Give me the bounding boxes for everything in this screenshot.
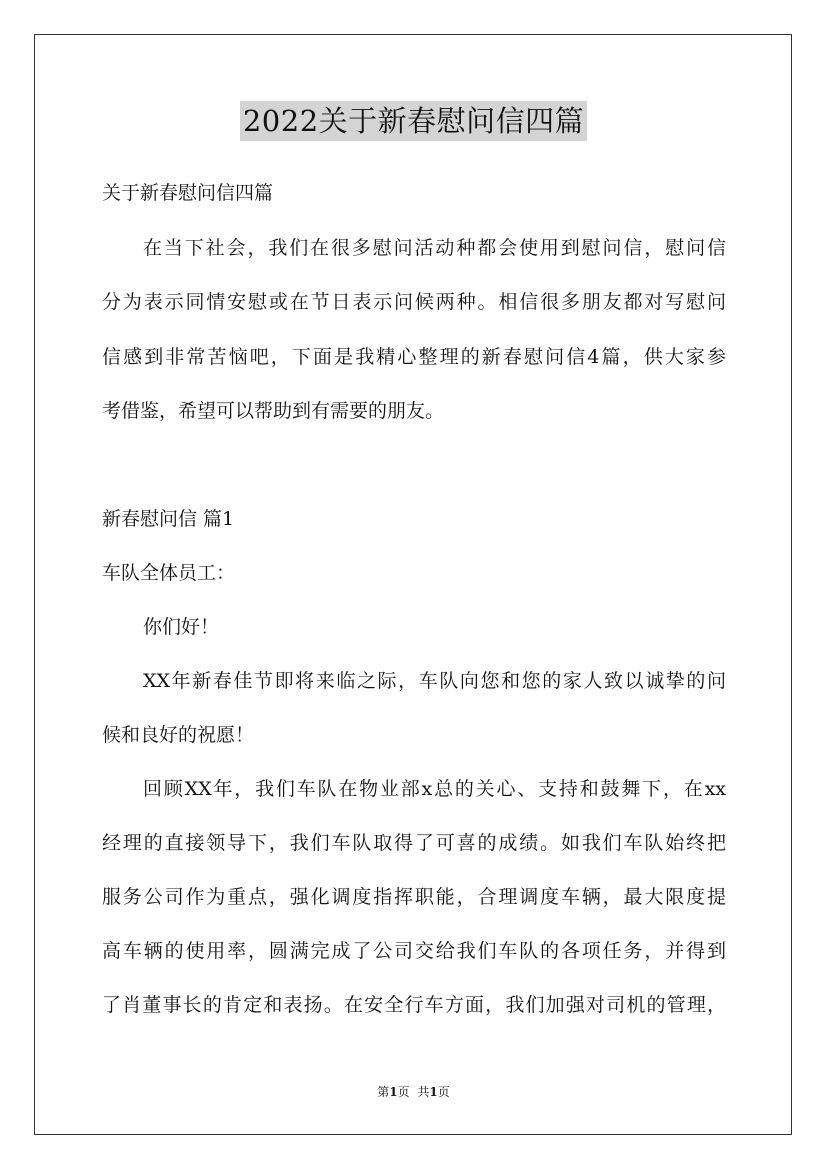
- document-title: [0, 101, 827, 141]
- paragraph1-line-1: XX年新春佳节即将来临之际，车队向您和您的家人致以诚挚的问: [143, 670, 726, 692]
- paragraph2-line-2: 经理的直接领导下，我们车队取得了可喜的成绩。如我们车队始终把: [102, 832, 726, 854]
- page-unit: 页: [397, 1085, 410, 1099]
- paragraph1-line-2: 候和良好的祝愿！: [102, 724, 255, 746]
- total-unit: 页: [437, 1085, 450, 1099]
- page-prefix: 第: [377, 1085, 390, 1099]
- page-footer: [0, 1084, 827, 1100]
- salutation: 车队全体员工：: [102, 562, 236, 584]
- page-total: 1: [429, 1085, 438, 1099]
- intro-line-1: 在当下社会，我们在很多慰问活动种都会使用到慰问信，慰问信: [143, 237, 726, 259]
- paragraph2-line-4: 高车辆的使用率，圆满完成了公司交给我们车队的各项任务，并得到: [102, 940, 726, 962]
- paragraph2-line-5: 了肖董事长的肯定和表扬。在安全行车方面，我们加强对司机的管理，: [102, 994, 726, 1016]
- paragraph2-line-1: 回顾XX年，我们车队在物业部x总的关心、支持和鼓舞下，在xx: [143, 778, 726, 800]
- document-subtitle: 关于新春慰问信四篇: [102, 182, 274, 204]
- intro-line-3: 信感到非常苦恼吧，下面是我精心整理的新春慰问信4篇，供大家参: [102, 346, 726, 368]
- document-title-text: 2022关于新春慰问信四篇: [240, 101, 587, 141]
- page-current: 1: [389, 1085, 398, 1099]
- paragraph2-line-3: 服务公司作为重点，强化调度指挥职能，合理调度车辆，最大限度提: [102, 886, 726, 908]
- intro-line-2: 分为表示同情安慰或在节日表示问候两种。相信很多朋友都对写慰问: [102, 291, 726, 313]
- total-prefix: 共: [417, 1085, 430, 1099]
- greeting: 你们好！: [143, 616, 220, 638]
- intro-line-4: 考借鉴，希望可以帮助到有需要的朋友。: [102, 400, 445, 422]
- section-heading: 新春慰问信 篇1: [102, 508, 235, 530]
